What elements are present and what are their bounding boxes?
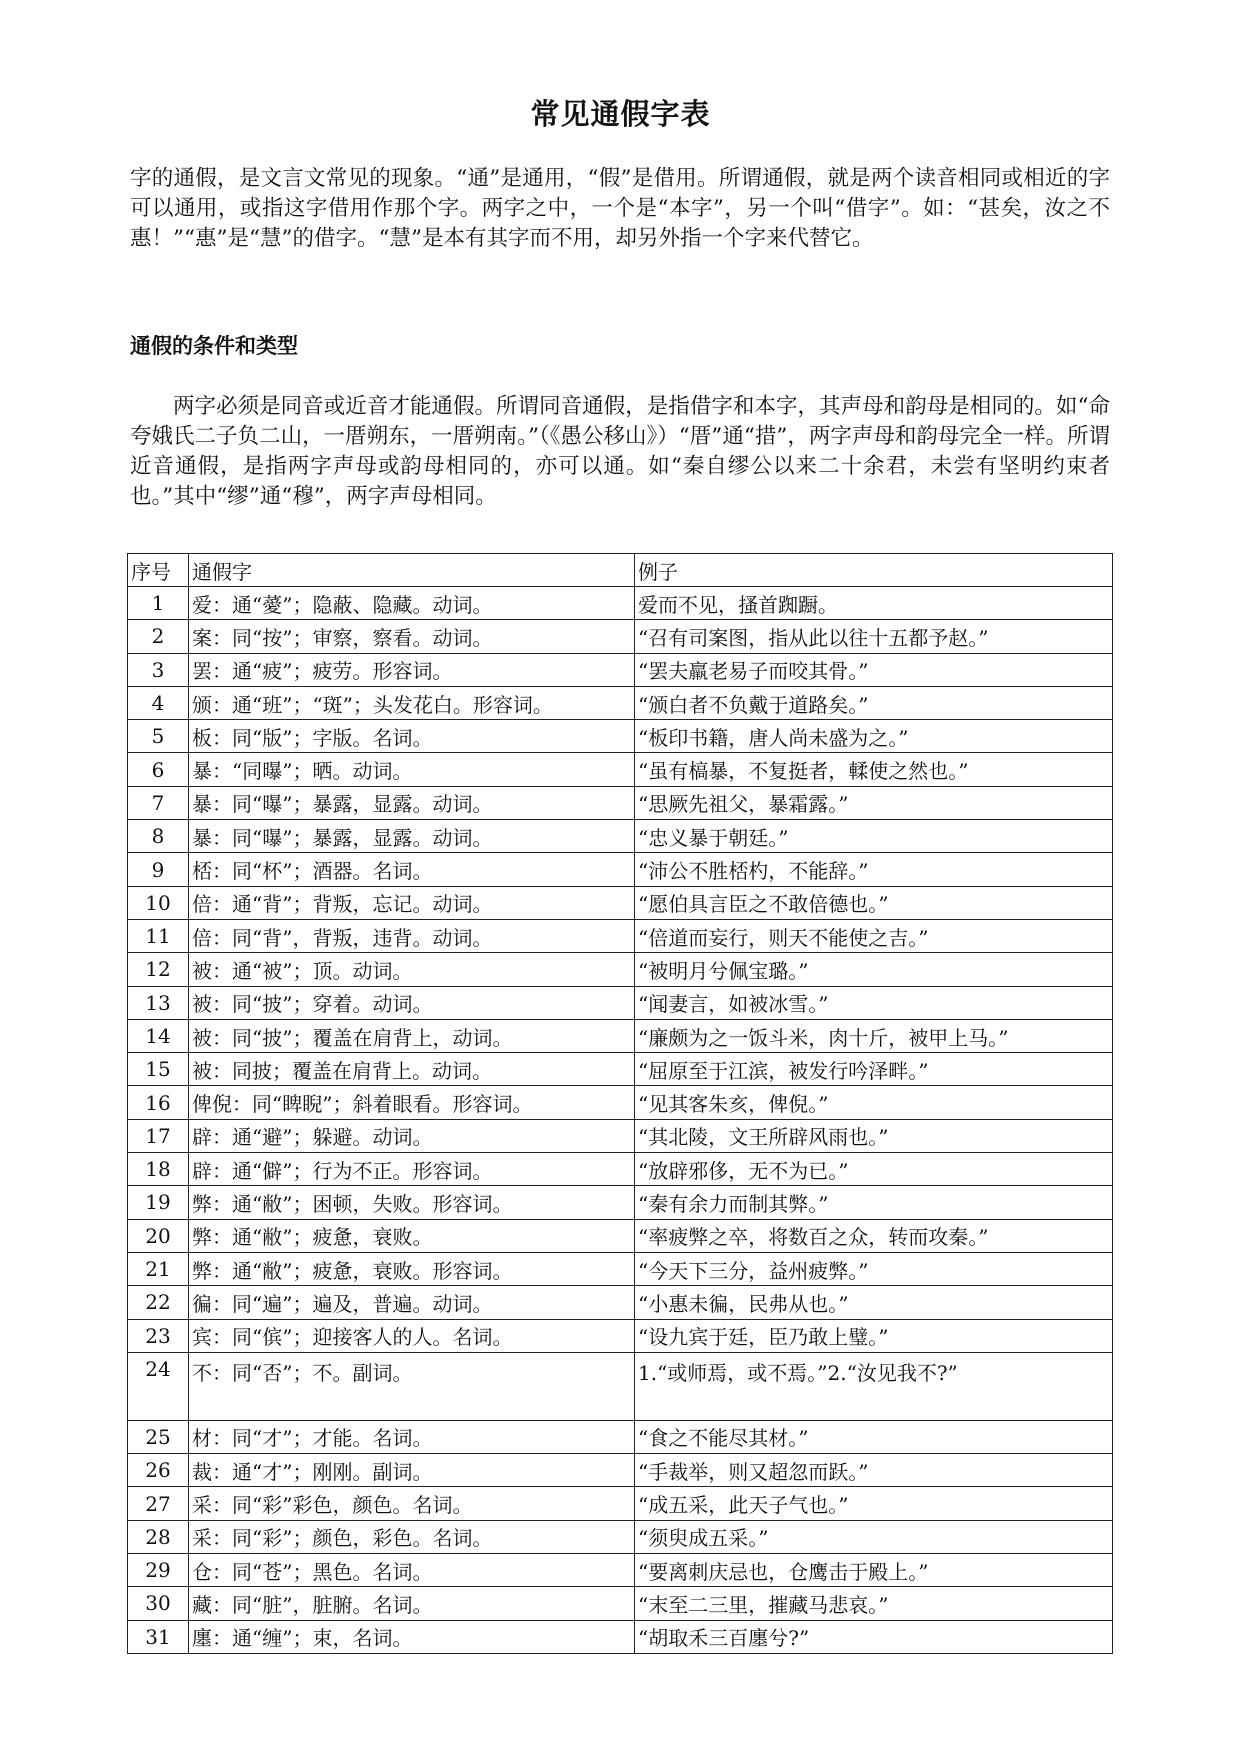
row-number: 27 xyxy=(128,1487,189,1520)
row-number: 16 xyxy=(128,1086,189,1119)
table-row xyxy=(128,1286,1113,1319)
table-row xyxy=(128,620,1113,653)
row-example: “倍道而妄行，则天不能使之吉。” xyxy=(635,919,1113,952)
row-example: “沛公不胜桮杓，不能辞。” xyxy=(635,853,1113,886)
table-row xyxy=(128,1186,1113,1219)
table-row xyxy=(128,720,1113,753)
table-row xyxy=(128,1420,1113,1453)
row-tongjia: 廛：通“缠”；束，名词。 xyxy=(189,1620,635,1653)
row-example: “颁白者不负戴于道路矣。” xyxy=(635,686,1113,719)
table-row xyxy=(128,1487,1113,1520)
row-tongjia: 桮：同“杯”；酒器。名词。 xyxy=(189,853,635,886)
row-example: 1.“或师焉，或不焉。”2.“汝见我不?” xyxy=(635,1352,1113,1420)
table-row xyxy=(128,1352,1113,1420)
tongjia-table xyxy=(127,553,1113,1654)
row-tongjia: 藏：同“脏”，脏腑。名词。 xyxy=(189,1587,635,1620)
table-row xyxy=(128,886,1113,919)
row-example: “率疲弊之卒，将数百之众，转而攻秦。” xyxy=(635,1219,1113,1252)
row-tongjia: 弊：通“敝”；疲惫，衰败。形容词。 xyxy=(189,1252,635,1285)
row-number: 8 xyxy=(128,820,189,853)
row-example: “须臾成五采。” xyxy=(635,1520,1113,1553)
table-row xyxy=(128,1153,1113,1186)
row-example: “胡取禾三百廛兮?” xyxy=(635,1620,1113,1653)
row-tongjia: 不：同“否”；不。副词。 xyxy=(189,1352,635,1420)
table-row xyxy=(128,953,1113,986)
row-number: 15 xyxy=(128,1053,189,1086)
table-row xyxy=(128,1319,1113,1352)
table-row xyxy=(128,1219,1113,1252)
row-number: 1 xyxy=(128,587,189,620)
row-tongjia: 宾：同“傧”；迎接客人的人。名词。 xyxy=(189,1319,635,1352)
row-tongjia: 辟：通“僻”；行为不正。形容词。 xyxy=(189,1153,635,1186)
row-number: 21 xyxy=(128,1252,189,1285)
table-row xyxy=(128,686,1113,719)
table-row xyxy=(128,653,1113,686)
table-row xyxy=(128,1019,1113,1052)
row-tongjia: 材：同“才”；才能。名词。 xyxy=(189,1420,635,1453)
header-example: 例子 xyxy=(635,554,1113,587)
row-example: “成五采，此天子气也。” xyxy=(635,1487,1113,1520)
table-row xyxy=(128,1620,1113,1653)
table-row xyxy=(128,820,1113,853)
table-row xyxy=(128,753,1113,786)
row-example: “板印书籍，唐人尚未盛为之。” xyxy=(635,720,1113,753)
table-header-row xyxy=(128,554,1113,587)
table-row xyxy=(128,1053,1113,1086)
row-number: 19 xyxy=(128,1186,189,1219)
row-example: “虽有槁暴，不复挺者，輮使之然也。” xyxy=(635,753,1113,786)
row-number: 5 xyxy=(128,720,189,753)
row-example: “放辟邪侈，无不为已。” xyxy=(635,1153,1113,1186)
table-row xyxy=(128,587,1113,620)
row-tongjia: 被：同“披”；覆盖在肩背上，动词。 xyxy=(189,1019,635,1052)
row-tongjia: 徧：同“遍”；遍及，普遍。动词。 xyxy=(189,1286,635,1319)
row-number: 23 xyxy=(128,1319,189,1352)
row-number: 29 xyxy=(128,1554,189,1587)
row-example: “食之不能尽其材。” xyxy=(635,1420,1113,1453)
row-example: “廉颇为之一饭斗米，肉十斤，被甲上马。” xyxy=(635,1019,1113,1052)
row-number: 14 xyxy=(128,1019,189,1052)
row-tongjia: 弊：通“敝”；困顿，失败。形容词。 xyxy=(189,1186,635,1219)
row-tongjia: 俾倪：同“睥睨”；斜着眼看。形容词。 xyxy=(189,1086,635,1119)
row-example: “屈原至于江滨，被发行吟泽畔。” xyxy=(635,1053,1113,1086)
row-number: 10 xyxy=(128,886,189,919)
row-example: “秦有余力而制其弊。” xyxy=(635,1186,1113,1219)
row-example: “末至二三里，摧藏马悲哀。” xyxy=(635,1587,1113,1620)
row-number: 17 xyxy=(128,1119,189,1152)
row-example: “罢夫羸老易子而咬其骨。” xyxy=(635,653,1113,686)
row-example: “其北陵，文王所辟风雨也。” xyxy=(635,1119,1113,1152)
page-title: 常见通假字表 xyxy=(530,97,711,131)
row-tongjia: 裁：通“才”；刚刚。副词。 xyxy=(189,1454,635,1487)
row-number: 18 xyxy=(128,1153,189,1186)
row-number: 22 xyxy=(128,1286,189,1319)
row-number: 25 xyxy=(128,1420,189,1453)
table-row xyxy=(128,1520,1113,1553)
row-tongjia: 被：通“被”；顶。动词。 xyxy=(189,953,635,986)
row-tongjia: 采：同“彩”；颜色，彩色。名词。 xyxy=(189,1520,635,1553)
header-number: 序号 xyxy=(128,554,189,587)
table-row xyxy=(128,1119,1113,1152)
table-row xyxy=(128,1086,1113,1119)
row-tongjia: 仓：同“苍”；黑色。名词。 xyxy=(189,1554,635,1587)
row-tongjia: 被：同披；覆盖在肩背上。动词。 xyxy=(189,1053,635,1086)
row-tongjia: 暴：同“曝”；暴露，显露。动词。 xyxy=(189,820,635,853)
row-number: 20 xyxy=(128,1219,189,1252)
row-example: “设九宾于廷，臣乃敢上璧。” xyxy=(635,1319,1113,1352)
row-number: 9 xyxy=(128,853,189,886)
row-tongjia: 案：同“按”；审察，察看。动词。 xyxy=(189,620,635,653)
section-heading: 通假的条件和类型 xyxy=(130,334,298,358)
row-number: 31 xyxy=(128,1620,189,1653)
row-example: “见其客朱亥，俾倪。” xyxy=(635,1086,1113,1119)
table-row xyxy=(128,1454,1113,1487)
row-tongjia: 弊：通“敝”；疲惫，衰败。 xyxy=(189,1219,635,1252)
table-row xyxy=(128,1252,1113,1285)
table-row xyxy=(128,1554,1113,1587)
table-row xyxy=(128,986,1113,1019)
row-example: “今天下三分，益州疲弊。” xyxy=(635,1252,1113,1285)
row-example: “手裁举，则又超忽而跃。” xyxy=(635,1454,1113,1487)
section-paragraph: 两字必须是同音或近音才能通假。所谓同音通假，是指借字和本字，其声母和韵母是相同的。如“命夸娥氏二子负二山，一厝朔东，一厝朔南。”（《愚公移山》）“厝”通“措”，两字声母和韵母完全一样。所谓近音通假，是指两字声母或韵母相同的，亦可以通。如“秦自缪公以来二十余君，未尝有坚明约束者也。”其中“缪”通“穆”，两字声母相同。 xyxy=(130,394,1110,509)
table-row xyxy=(128,919,1113,952)
row-number: 3 xyxy=(128,653,189,686)
row-tongjia: 板：同“版”；字版。名词。 xyxy=(189,720,635,753)
row-example: “闻妻言，如被冰雪。” xyxy=(635,986,1113,1019)
row-example: “愿伯具言臣之不敢倍德也。” xyxy=(635,886,1113,919)
row-number: 13 xyxy=(128,986,189,1019)
row-example: “召有司案图，指从此以往十五都予赵。” xyxy=(635,620,1113,653)
row-number: 30 xyxy=(128,1587,189,1620)
row-number: 4 xyxy=(128,686,189,719)
table-row xyxy=(128,1587,1113,1620)
row-number: 11 xyxy=(128,919,189,952)
row-number: 6 xyxy=(128,753,189,786)
row-example: “要离刺庆忌也，仓鹰击于殿上。” xyxy=(635,1554,1113,1587)
row-number: 2 xyxy=(128,620,189,653)
intro-paragraph: 字的通假，是文言文常见的现象。“通”是通用，“假”是借用。所谓通假，就是两个读音相同或相近的字可以通用，或指这字借用作那个字。两字之中，一个是“本字”，另一个叫“借字”。如：“甚矣，汝之不惠！”“惠”是“慧”的借字。“慧”是本有其字而不用，却另外指一个字来代替它。 xyxy=(130,166,1110,251)
row-tongjia: 倍：同“背”，背叛，违背。动词。 xyxy=(189,919,635,952)
row-example: “小惠未徧，民弗从也。” xyxy=(635,1286,1113,1319)
row-tongjia: 爱：通“薆”；隐蔽、隐藏。动词。 xyxy=(189,587,635,620)
row-tongjia: 罢：通“疲”；疲劳。形容词。 xyxy=(189,653,635,686)
row-example: 爱而不见，搔首踟蹰。 xyxy=(635,587,1113,620)
row-tongjia: 被：同“披”；穿着。动词。 xyxy=(189,986,635,1019)
row-example: “被明月兮佩宝璐。” xyxy=(635,953,1113,986)
row-number: 28 xyxy=(128,1520,189,1553)
row-number: 26 xyxy=(128,1454,189,1487)
row-tongjia: 辟：通“避”；躲避。动词。 xyxy=(189,1119,635,1152)
row-number: 7 xyxy=(128,786,189,819)
row-tongjia: 倍：通“背”；背叛，忘记。动词。 xyxy=(189,886,635,919)
row-number: 24 xyxy=(128,1352,189,1420)
row-tongjia: 暴：“同曝”；晒。动词。 xyxy=(189,753,635,786)
row-example: “思厥先祖父，暴霜露。” xyxy=(635,786,1113,819)
header-tongjia: 通假字 xyxy=(189,554,635,587)
row-tongjia: 采：同“彩”彩色，颜色。名词。 xyxy=(189,1487,635,1520)
row-example: “忠义暴于朝廷。” xyxy=(635,820,1113,853)
row-tongjia: 颁：通“班”；“斑”；头发花白。形容词。 xyxy=(189,686,635,719)
row-tongjia: 暴：同“曝”；暴露，显露。动词。 xyxy=(189,786,635,819)
row-number: 12 xyxy=(128,953,189,986)
table-row xyxy=(128,786,1113,819)
table-row xyxy=(128,853,1113,886)
